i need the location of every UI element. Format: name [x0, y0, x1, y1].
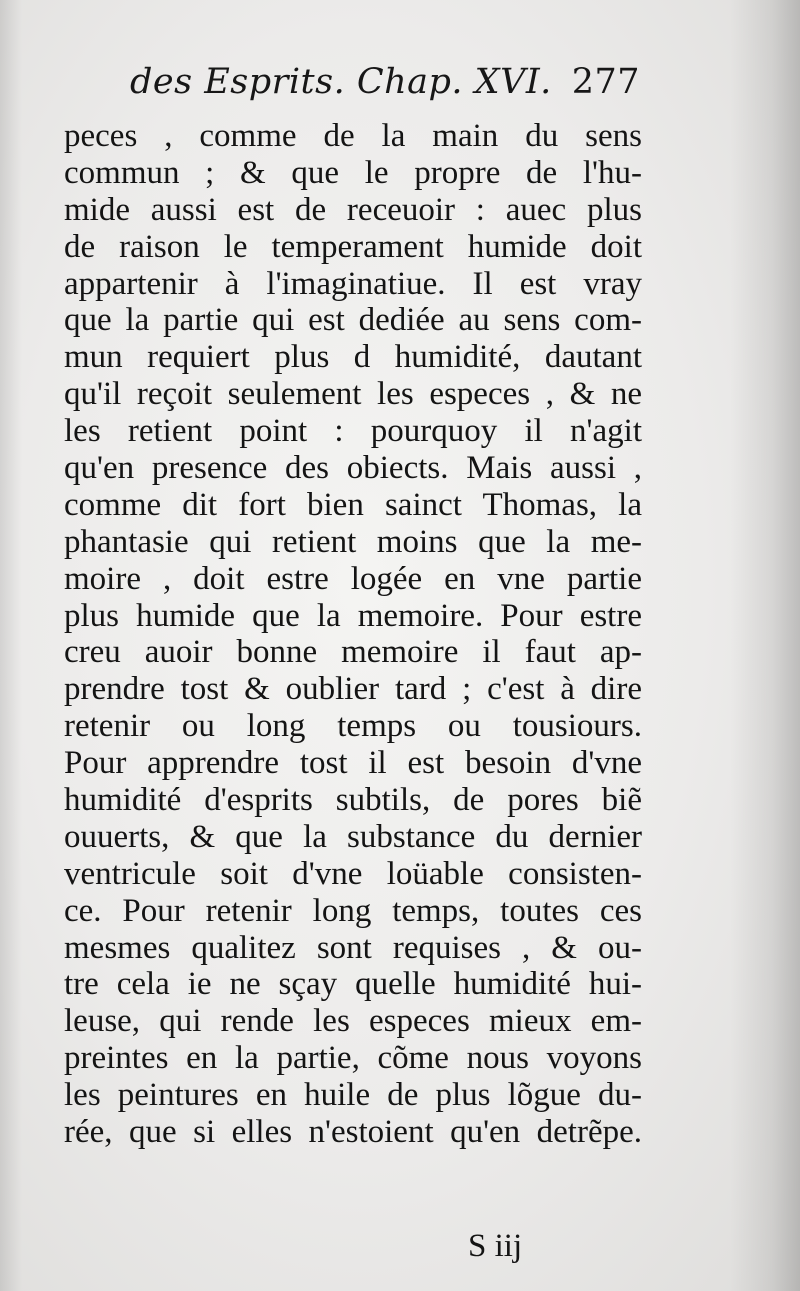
- text-line: mun requiert plus d humidité, dautant: [64, 339, 642, 376]
- text-line: mide aussi est de receuoir : auec plus: [64, 191, 642, 228]
- running-title: des Esprits. Chap. XVI.: [130, 62, 552, 102]
- text-line: commun ; & que le propre de l'hu-: [64, 154, 642, 191]
- text-line: leuse, qui rende les especes mieux em-: [64, 1003, 642, 1040]
- page-left-edge-shadow: [0, 0, 22, 1291]
- text-line: ouuerts, & que la substance du dernier: [64, 818, 642, 855]
- text-line: humidité d'esprits subtils, de pores biẽ: [64, 782, 642, 819]
- text-line: ventricule soit d'vne loüable consisten-: [64, 855, 642, 892]
- text-line: que la partie qui est dediée au sens com-: [64, 302, 642, 339]
- text-line: qu'en presence des obiects. Mais aussi ,: [64, 450, 642, 487]
- text-line: mesmes qualitez sont requises , & ou-: [64, 929, 642, 966]
- text-line: comme dit fort bien sainct Thomas, la: [64, 486, 642, 523]
- text-line: peces , comme de la main du sens: [64, 118, 642, 154]
- running-header: [130, 62, 640, 102]
- page-spine-shadow: [730, 0, 800, 1291]
- text-line: phantasie qui retient moins que la me-: [64, 523, 642, 560]
- body-text: [64, 118, 642, 1151]
- text-line: tre cela ie ne sçay quelle humidité hui-: [64, 966, 642, 1003]
- text-line: les retient point : pourquoy il n'agit: [64, 413, 642, 450]
- text-line: ce. Pour retenir long temps, toutes ces: [64, 892, 642, 929]
- text-line: rée, que si elles n'estoient qu'en detrẽpe.: [64, 1114, 642, 1151]
- signature-mark: S iij: [468, 1228, 523, 1264]
- page-number: 277: [571, 62, 640, 102]
- text-line: appartenir à l'imaginatiue. Il est vray: [64, 265, 642, 302]
- text-line: creu auoir bonne memoire il faut ap-: [64, 634, 642, 671]
- text-line: qu'il reçoit seulement les especes , & ne: [64, 376, 642, 413]
- text-line: preintes en la partie, cõme nous voyons: [64, 1040, 642, 1077]
- text-line: Pour apprendre tost il est besoin d'vne: [64, 745, 642, 782]
- text-line: retenir ou long temps ou tousiours.: [64, 708, 642, 745]
- text-line: les peintures en huile de plus lõgue du-: [64, 1077, 642, 1114]
- text-line: moire , doit estre logée en vne partie: [64, 560, 642, 597]
- text-line: prendre tost & oublier tard ; c'est à dire: [64, 671, 642, 708]
- text-line: de raison le temperament humide doit: [64, 228, 642, 265]
- text-line: plus humide que la memoire. Pour estre: [64, 597, 642, 634]
